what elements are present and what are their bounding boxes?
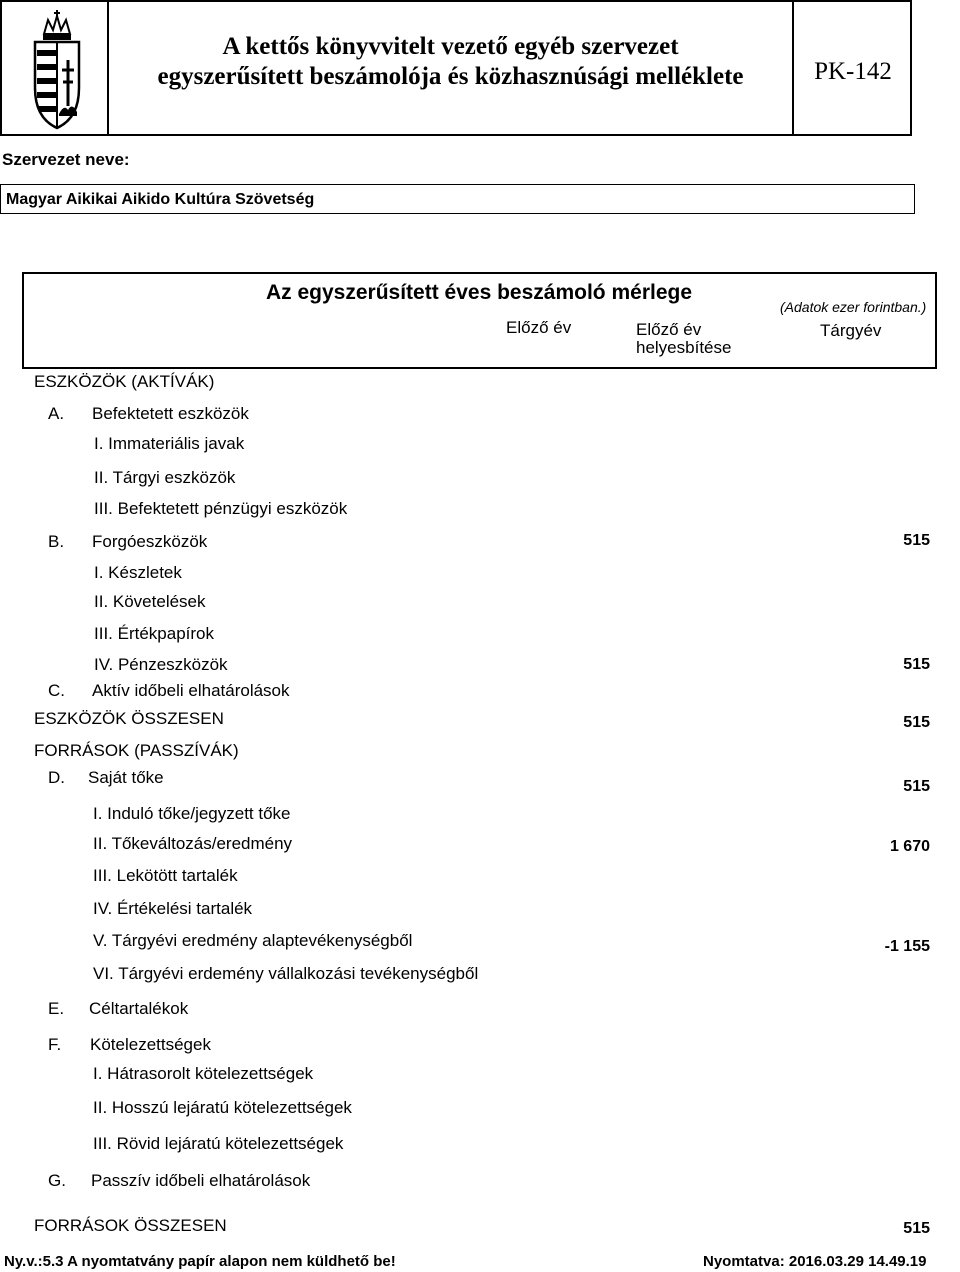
row-label: ESZKÖZÖK (AKTÍVÁK) — [34, 372, 215, 391]
row-code: E. — [48, 999, 65, 1018]
row-code: A. — [48, 404, 65, 423]
row-label: Aktív időbeli elhatárolások — [92, 681, 290, 700]
row-label: II. Tőkeváltozás/eredmény — [93, 834, 293, 853]
row-label: Céltartalékok — [89, 999, 189, 1018]
balance-row — [0, 931, 960, 955]
row-value: 515 — [903, 1220, 930, 1237]
form-title-line1: A kettős könyvvitelt vezető egyéb szervezet — [222, 33, 679, 60]
form-code: PK-142 — [814, 58, 892, 85]
balance-row — [0, 1064, 960, 1088]
balance-row — [0, 404, 960, 428]
unit-note: (Adatok ezer forintban.) — [780, 299, 927, 315]
balance-row — [0, 834, 960, 858]
row-label: FORRÁSOK (PASSZÍVÁK) — [34, 741, 239, 760]
row-value: 515 — [903, 714, 930, 731]
row-label: FORRÁSOK ÖSSZESEN — [34, 1216, 227, 1235]
row-label: III. Értékpapírok — [94, 624, 214, 643]
row-label: I. Készletek — [94, 563, 182, 582]
balance-row — [0, 899, 960, 923]
balance-title: Az egyszerűsített éves beszámoló mérlege — [266, 281, 693, 304]
row-label: I. Induló tőke/jegyzett tőke — [93, 804, 291, 823]
balance-row — [0, 1134, 960, 1158]
print-timestamp: Nyomtatva: 2016.03.29 14.49.19 — [703, 1253, 927, 1270]
balance-row — [0, 741, 960, 765]
balance-row — [0, 624, 960, 648]
row-code: C. — [48, 681, 65, 700]
balance-row — [0, 681, 960, 705]
row-label: VI. Tárgyévi erdemény vállalkozási tevékenységből — [93, 964, 479, 983]
row-label: II. Hosszú lejáratú kötelezettségek — [93, 1098, 352, 1117]
row-value: 1 670 — [889, 838, 930, 855]
row-label: V. Tárgyévi eredmény alaptevékenységből — [93, 931, 413, 950]
balance-row — [0, 1171, 960, 1195]
row-value: 515 — [903, 778, 930, 795]
row-label: Befektetett eszközök — [92, 404, 249, 423]
column-header-previous-year: Előző év — [506, 318, 572, 337]
row-label: III. Rövid lejáratú kötelezettségek — [93, 1134, 344, 1153]
row-value: 515 — [903, 532, 930, 549]
row-label: I. Hátrasorolt kötelezettségek — [93, 1064, 314, 1083]
organization-name: Magyar Aikikai Aikido Kultúra Szövetség — [6, 191, 315, 208]
row-code: B. — [48, 532, 65, 551]
footer-note: Ny.v.:5.3 A nyomtatvány papír alapon nem küldhető be! — [4, 1253, 396, 1270]
row-code: D. — [48, 768, 65, 787]
row-code: F. — [48, 1035, 62, 1054]
balance-row — [0, 804, 960, 828]
column-header-previous-revision: Előző év helyesbítése — [636, 320, 732, 357]
balance-row — [0, 532, 960, 556]
balance-row — [0, 372, 960, 396]
row-label: I. Immateriális javak — [94, 434, 245, 453]
row-value: -1 155 — [884, 938, 930, 955]
balance-row — [0, 709, 960, 733]
row-value: 515 — [903, 656, 930, 673]
row-label: Kötelezettségek — [90, 1035, 211, 1054]
organization-label: Szervezet neve: — [2, 150, 130, 169]
row-label: III. Befektetett pénzügyi eszközök — [94, 499, 348, 518]
balance-row — [0, 655, 960, 679]
row-code: G. — [48, 1171, 66, 1190]
balance-row — [0, 434, 960, 458]
balance-row — [0, 1098, 960, 1122]
row-label: IV. Pénzeszközök — [94, 655, 228, 674]
column-header-current-year: Tárgyév — [820, 321, 882, 340]
balance-row — [0, 964, 960, 988]
row-label: II. Követelések — [94, 592, 206, 611]
form-header — [0, 0, 912, 136]
balance-row — [0, 499, 960, 523]
balance-row — [0, 866, 960, 890]
row-label: Saját tőke — [88, 768, 164, 787]
balance-row — [0, 563, 960, 587]
form-title — [109, 32, 792, 92]
balance-row — [0, 468, 960, 492]
balance-row — [0, 768, 960, 795]
balance-row — [0, 999, 960, 1023]
row-label: ESZKÖZÖK ÖSSZESEN — [34, 709, 224, 728]
row-label: Passzív időbeli elhatárolások — [91, 1171, 311, 1190]
form-title-line2: egyszerűsített beszámolója és közhasznúsági melléklete — [157, 63, 744, 90]
row-label: Forgóeszközök — [92, 532, 208, 551]
balance-row — [0, 1216, 960, 1240]
row-label: IV. Értékelési tartalék — [93, 899, 253, 918]
balance-row — [0, 592, 960, 616]
row-label: II. Tárgyi eszközök — [94, 468, 236, 487]
hungarian-coat-of-arms-icon — [32, 10, 82, 130]
row-label: III. Lekötött tartalék — [93, 866, 238, 885]
balance-row — [0, 1035, 960, 1059]
